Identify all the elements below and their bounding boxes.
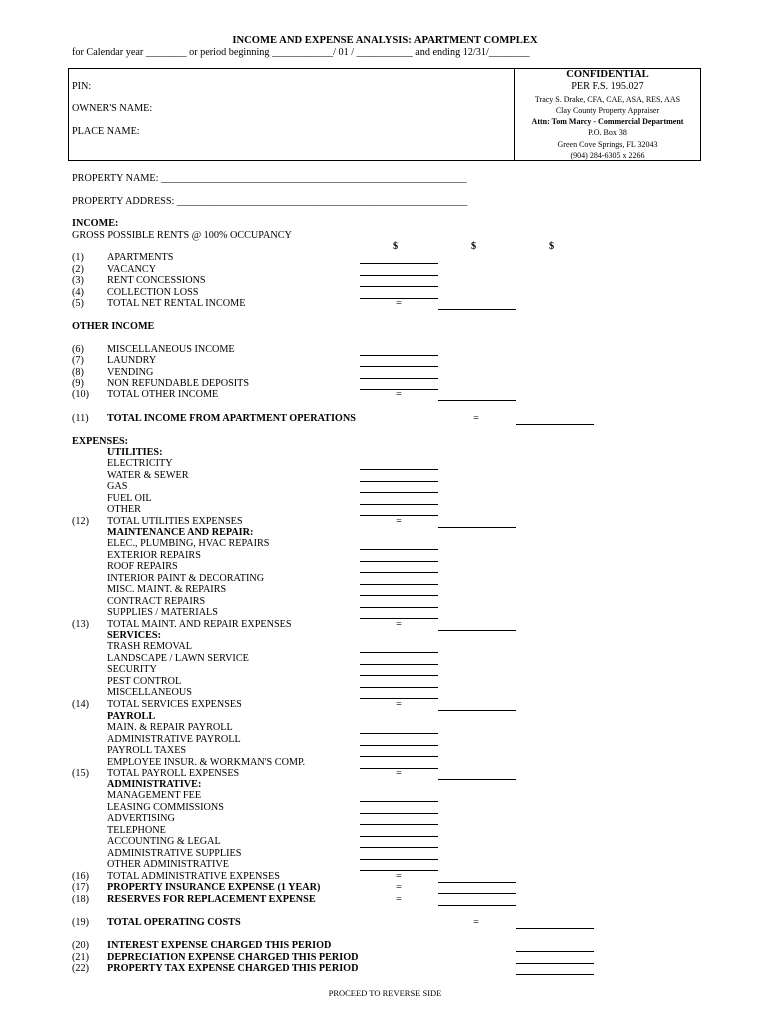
amount-blank[interactable] (360, 595, 438, 596)
line-label: OTHER (107, 504, 141, 515)
line-label: PAYROLL TAXES (107, 745, 187, 756)
line-label: WATER & SEWER (107, 470, 189, 481)
line-number: (4) (72, 287, 84, 298)
amount-blank[interactable] (360, 652, 438, 653)
currency-col-2: $ (471, 241, 477, 252)
amount-blank[interactable] (360, 675, 438, 676)
line-label: OTHER ADMINISTRATIVE (107, 859, 229, 870)
amount-blank[interactable] (360, 745, 438, 746)
total-blank[interactable] (438, 630, 516, 631)
property-address-blank[interactable]: _________________________________________________________ (176, 196, 468, 207)
amount-blank[interactable] (360, 561, 438, 562)
charge-blank[interactable] (516, 974, 594, 975)
line-label: MANAGEMENT FEE (107, 790, 202, 801)
amount-blank[interactable] (360, 813, 438, 814)
line-label: SUPPLIES / MATERIALS (107, 607, 218, 618)
equals-sign: = (396, 768, 402, 779)
equals-sign: = (396, 882, 402, 893)
amount-blank[interactable] (360, 836, 438, 837)
line-label: TRASH REMOVAL (107, 641, 193, 652)
amount-blank[interactable] (360, 801, 438, 802)
line-label: ACCOUNTING & LEGAL (107, 836, 221, 847)
total-blank[interactable] (516, 928, 594, 929)
property-address-label: PROPERTY ADDRESS: (72, 196, 175, 207)
line-label: LAUNDRY (107, 355, 157, 366)
line-number: (16) (72, 871, 89, 882)
line-number: (3) (72, 275, 84, 286)
administrative-heading: ADMINISTRATIVE: (107, 779, 202, 790)
equals-sign: = (396, 894, 402, 905)
amount-blank[interactable] (360, 859, 438, 860)
income-heading: INCOME: (72, 218, 119, 229)
line-number: (13) (72, 619, 89, 630)
line-number: (18) (72, 894, 89, 905)
total-label: TOTAL PAYROLL EXPENSES (107, 768, 240, 779)
amount-blank[interactable] (360, 504, 438, 505)
line-number: (20) (72, 940, 89, 951)
amount-blank[interactable] (360, 481, 438, 482)
owner-name-label: OWNER'S NAME: (72, 103, 153, 114)
line-label: NON REFUNDABLE DEPOSITS (107, 378, 250, 389)
line-number: (12) (72, 516, 89, 527)
property-name-label: PROPERTY NAME: (72, 173, 159, 184)
amount-blank[interactable] (360, 286, 438, 287)
total-blank[interactable] (438, 905, 516, 906)
confidential-statute: PER F.S. 195.027 (571, 81, 644, 92)
payroll-heading: PAYROLL (107, 711, 156, 722)
amount-blank[interactable] (360, 492, 438, 493)
equals-sign: = (396, 298, 402, 309)
total-label: TOTAL OTHER INCOME (107, 389, 219, 400)
total-label: TOTAL MAINT. AND REPAIR EXPENSES (107, 619, 292, 630)
total-label: TOTAL NET RENTAL INCOME (107, 298, 246, 309)
line-label: EMPLOYEE INSUR. & WORKMAN'S COMP. (107, 757, 306, 768)
place-name-label: PLACE NAME: (72, 126, 140, 137)
line-number: (10) (72, 389, 89, 400)
line-label: GAS (107, 481, 128, 492)
line-label: FUEL OIL (107, 493, 152, 504)
line-number: (21) (72, 952, 89, 963)
total-blank[interactable] (438, 779, 516, 780)
total-label: TOTAL OPERATING COSTS (107, 917, 241, 928)
appraiser-office: Clay County Property Appraiser (555, 106, 660, 115)
amount-blank[interactable] (360, 469, 438, 470)
pin-label: PIN: (72, 81, 92, 92)
amount-blank[interactable] (360, 664, 438, 665)
total-label: TOTAL SERVICES EXPENSES (107, 699, 242, 710)
property-address-row (72, 196, 467, 207)
charge-label: PROPERTY TAX EXPENSE CHARGED THIS PERIOD (107, 963, 359, 974)
line-number: (11) (72, 413, 89, 424)
total-blank[interactable] (516, 424, 594, 425)
amount-blank[interactable] (360, 687, 438, 688)
amount-blank[interactable] (360, 275, 438, 276)
charge-blank[interactable] (516, 963, 594, 964)
equals-sign: = (396, 871, 402, 882)
equals-sign: = (396, 516, 402, 527)
amount-blank[interactable] (360, 824, 438, 825)
line-label: MISCELLANEOUS (107, 687, 192, 698)
form-title: INCOME AND EXPENSE ANALYSIS: APARTMENT COMPLEX (232, 35, 538, 46)
amount-blank[interactable] (360, 378, 438, 379)
total-blank[interactable] (438, 882, 516, 883)
amount-blank[interactable] (360, 263, 438, 264)
currency-col-1: $ (393, 241, 399, 252)
line-label: LANDSCAPE / LAWN SERVICE (107, 653, 249, 664)
city-line: Green Cove Springs, FL 32043 (557, 140, 658, 149)
proceed-note: PROCEED TO REVERSE SIDE (328, 988, 442, 998)
total-blank[interactable] (438, 527, 516, 528)
line-label: ELEC., PLUMBING, HVAC REPAIRS (107, 538, 270, 549)
total-blank[interactable] (438, 309, 516, 310)
equals-sign: = (396, 699, 402, 710)
maintenance-heading: MAINTENANCE AND REPAIR: (107, 527, 254, 538)
line-number: (17) (72, 882, 89, 893)
utilities-heading: UTILITIES: (107, 447, 163, 458)
amount-blank[interactable] (360, 584, 438, 585)
po-box: P.O. Box 38 (588, 128, 627, 137)
expenses-heading: EXPENSES: (72, 436, 129, 447)
amount-blank[interactable] (360, 733, 438, 734)
line-label: CONTRACT REPAIRS (107, 596, 206, 607)
total-label: TOTAL UTILITIES EXPENSES (107, 516, 243, 527)
period-line: for Calendar year ________ or period beginning ____________/ 01 / ___________ and ending 12/31/________ (72, 47, 530, 58)
total-label: RESERVES FOR REPLACEMENT EXPENSE (107, 894, 316, 905)
charge-label: DEPRECIATION EXPENSE CHARGED THIS PERIOD (107, 952, 359, 963)
amount-blank[interactable] (360, 549, 438, 550)
confidential-heading: CONFIDENTIAL (566, 69, 649, 80)
total-blank[interactable] (438, 400, 516, 401)
line-label: PEST CONTROL (107, 676, 182, 687)
line-label: COLLECTION LOSS (107, 287, 199, 298)
property-name-blank[interactable]: ____________________________________________________________ (161, 173, 467, 184)
line-number: (8) (72, 367, 84, 378)
line-number: (6) (72, 344, 84, 355)
other-income-heading: OTHER INCOME (72, 321, 155, 332)
total-blank[interactable] (438, 710, 516, 711)
total-blank[interactable] (438, 893, 516, 894)
line-label: ROOF REPAIRS (107, 561, 178, 572)
attention-line: Attn: Tom Marcy - Commercial Department (531, 117, 684, 126)
line-label: RENT CONCESSIONS (107, 275, 206, 286)
line-label: VENDING (107, 367, 154, 378)
line-label: MISC. MAINT. & REPAIRS (107, 584, 227, 595)
line-number: (14) (72, 699, 89, 710)
line-label: SECURITY (107, 664, 157, 675)
line-label: ADMINISTRATIVE SUPPLIES (107, 848, 242, 859)
line-label: ELECTRICITY (107, 458, 173, 469)
line-number: (2) (72, 264, 84, 275)
line-number: (7) (72, 355, 84, 366)
amount-blank[interactable] (360, 847, 438, 848)
line-label: MAIN. & REPAIR PAYROLL (107, 722, 233, 733)
line-label: EXTERIOR REPAIRS (107, 550, 201, 561)
amount-blank[interactable] (360, 572, 438, 573)
line-label: LEASING COMMISSIONS (107, 802, 224, 813)
charge-label: INTEREST EXPENSE CHARGED THIS PERIOD (107, 940, 332, 951)
line-number: (9) (72, 378, 84, 389)
line-label: MISCELLANEOUS INCOME (107, 344, 235, 355)
services-heading: SERVICES: (107, 630, 161, 641)
appraiser-name: Tracy S. Drake, CFA, CAE, ASA, RES, AAS (534, 95, 681, 104)
property-name-row (72, 173, 467, 184)
line-number: (5) (72, 298, 84, 309)
line-label: VACANCY (107, 264, 157, 275)
gross-rents-label: GROSS POSSIBLE RENTS @ 100% OCCUPANCY (72, 230, 292, 241)
total-label: PROPERTY INSURANCE EXPENSE (1 YEAR) (107, 882, 321, 893)
line-number: (1) (72, 252, 84, 263)
line-label: INTERIOR PAINT & DECORATING (107, 573, 265, 584)
equals-sign: = (396, 619, 402, 630)
amount-blank[interactable] (360, 366, 438, 367)
amount-blank[interactable] (360, 756, 438, 757)
equals-sign: = (473, 413, 479, 424)
equals-sign: = (396, 389, 402, 400)
line-number: (19) (72, 917, 89, 928)
charge-blank[interactable] (516, 951, 594, 952)
amount-blank[interactable] (360, 607, 438, 608)
line-label: TELEPHONE (107, 825, 166, 836)
phone-line: (904) 284-6305 x 2266 (570, 151, 645, 160)
line-number: (15) (72, 768, 89, 779)
total-label: TOTAL INCOME FROM APARTMENT OPERATIONS (107, 413, 356, 424)
line-label: APARTMENTS (107, 252, 174, 263)
amount-blank[interactable] (360, 355, 438, 356)
line-number: (22) (72, 963, 89, 974)
line-label: ADVERTISING (107, 813, 175, 824)
total-label: TOTAL ADMINISTRATIVE EXPENSES (107, 871, 280, 882)
currency-col-3: $ (549, 241, 555, 252)
line-label: ADMINISTRATIVE PAYROLL (107, 734, 241, 745)
equals-sign: = (473, 917, 479, 928)
